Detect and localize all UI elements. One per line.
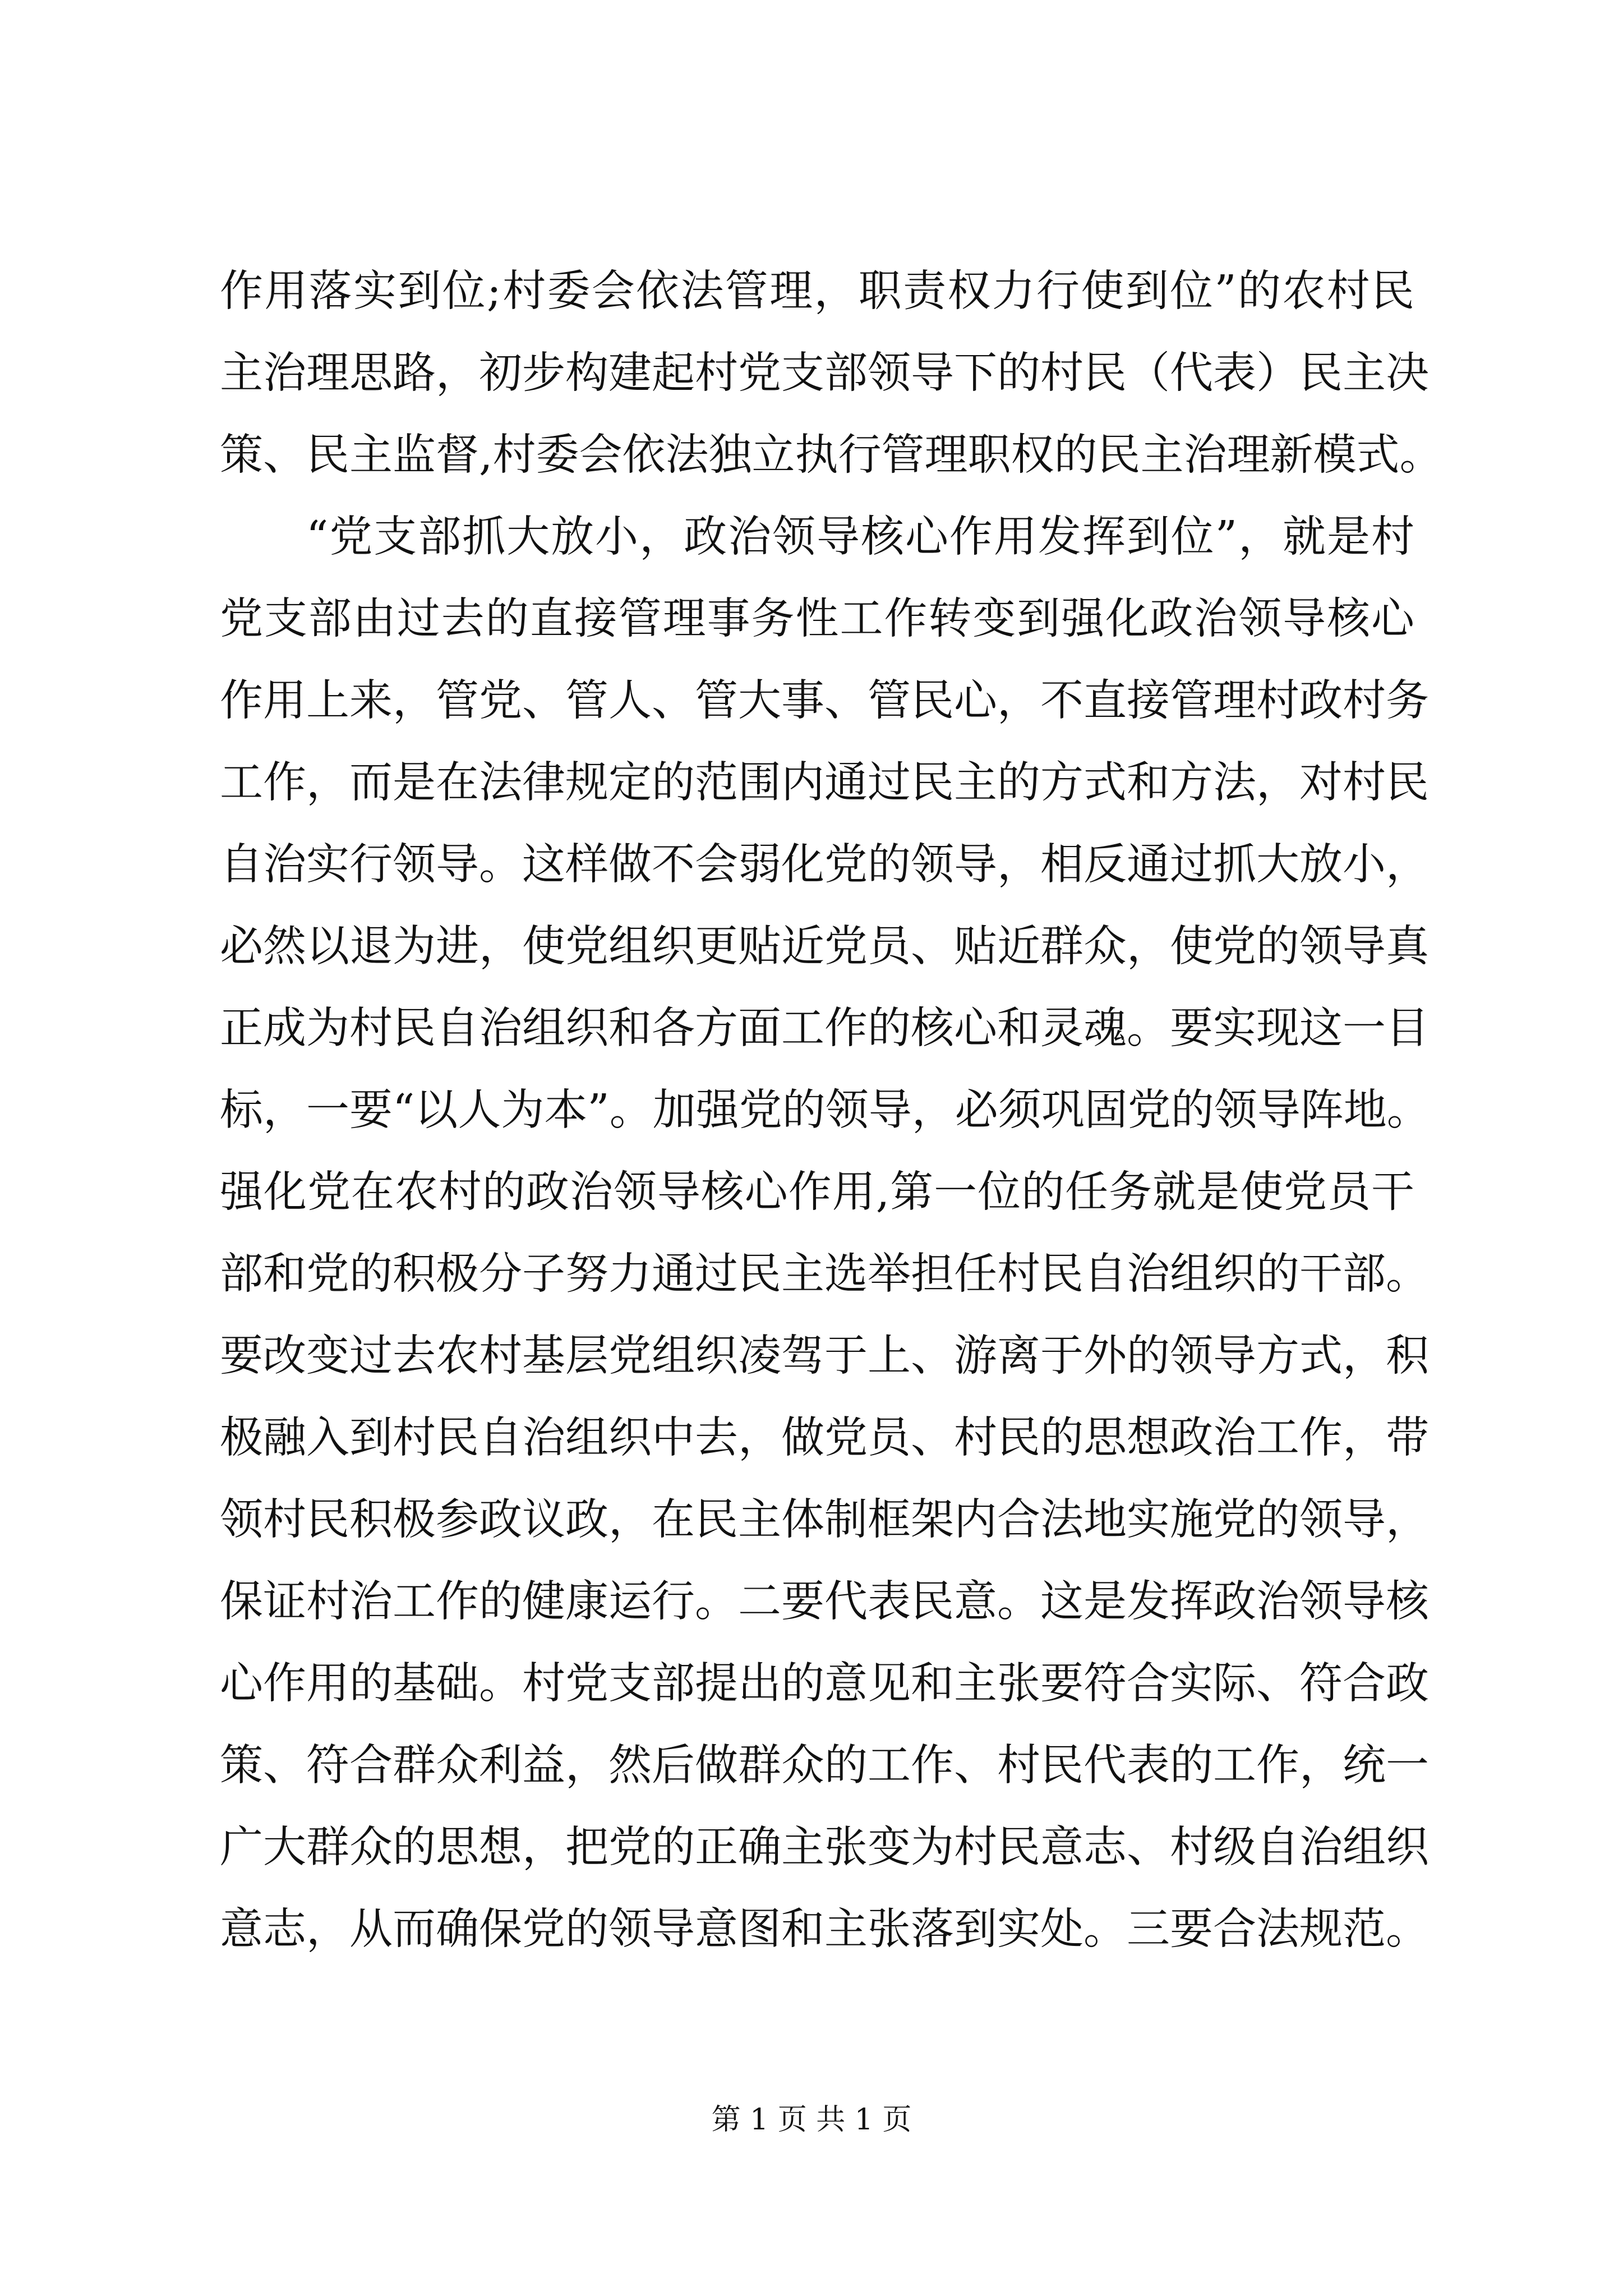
text-line: 策、符合群众利益，然后做群众的工作、村民代表的工作，统一 <box>220 1741 1429 1791</box>
document-body <box>220 264 1443 1984</box>
text-line: 必然以退为进，使党组织更贴近党员、贴近群众，使党的领导真 <box>220 922 1429 972</box>
text-line: 策、民主监督,村委会依法独立执行管理职权的民主治理新模式。 <box>220 430 1443 480</box>
text-line: 主治理思路，初步构建起村党支部领导下的村民（代表）民主决 <box>220 348 1429 398</box>
text-line: 自治实行领导。这样做不会弱化党的领导，相反通过抓大放小， <box>220 840 1429 890</box>
text-line: 工作，而是在法律规定的范围内通过民主的方式和方法，对村民 <box>220 758 1429 808</box>
text-line: “党支部抓大放小，政治领导核心作用发挥到位”，就是村 <box>306 512 1414 562</box>
text-line: 党支部由过去的直接管理事务性工作转变到强化政治领导核心 <box>220 594 1414 644</box>
page-footer <box>0 2100 1623 2139</box>
text-line: 保证村治工作的健康运行。二要代表民意。这是发挥政治领导核 <box>220 1577 1429 1627</box>
text-line: 极融入到村民自治组织中去，做党员、村民的思想政治工作，带 <box>220 1413 1429 1463</box>
text-line: 强化党在农村的政治领导核心作用,第一位的任务就是使党员干 <box>220 1167 1414 1217</box>
text-line: 正成为村民自治组织和各方面工作的核心和灵魂。要实现这一目 <box>220 1004 1429 1053</box>
page-number-label: 第 1 页 共 1 页 <box>711 2103 912 2137</box>
text-line: 要改变过去农村基层党组织凌驾于上、游离于外的领导方式，积 <box>220 1331 1429 1381</box>
text-line: 领村民积极参政议政，在民主体制框架内合法地实施党的领导， <box>220 1495 1429 1545</box>
text-line: 部和党的积极分子努力通过民主选举担任村民自治组织的干部。 <box>220 1249 1429 1299</box>
text-line: 作用落实到位;村委会依法管理，职责权力行使到位”的农村民 <box>220 266 1414 316</box>
text-line: 心作用的基础。村党支部提出的意见和主张要符合实际、符合政 <box>220 1659 1429 1709</box>
text-line: 作用上来，管党、管人、管大事、管民心，不直接管理村政村务 <box>220 676 1429 726</box>
text-line: 意志，从而确保党的领导意图和主张落到实处。三要合法规范。 <box>220 1904 1429 1954</box>
text-line: 标，一要“以人为本”。加强党的领导，必须巩固党的领导阵地。 <box>220 1085 1430 1135</box>
text-line: 广大群众的思想，把党的正确主张变为村民意志、村级自治组织 <box>220 1823 1429 1872</box>
